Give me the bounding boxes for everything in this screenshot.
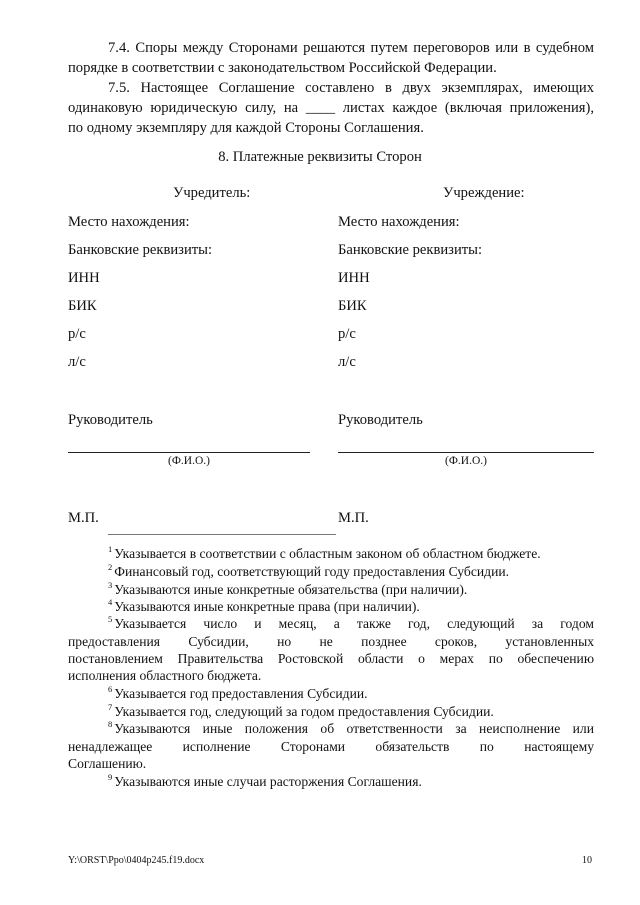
clause-7-5-line-3: по одному экземпляру для каждой Стороны Соглашения. bbox=[68, 120, 424, 136]
left-head-label: Руководитель bbox=[68, 412, 153, 428]
left-field-account: р/с bbox=[68, 326, 86, 342]
footnote-9 bbox=[108, 773, 422, 793]
footnote-5-number: 5 bbox=[108, 614, 113, 624]
right-fio-caption: (Ф.И.О.) bbox=[445, 455, 487, 467]
footnote-1-text: Указывается в соответствии с областным законом об областном бюджете. bbox=[114, 546, 541, 561]
page-number: 10 bbox=[582, 855, 592, 866]
clause-7-4-line-1: 7.4. Споры между Сторонами решаются путем переговоров или в судебном bbox=[108, 40, 594, 56]
left-field-inn: ИНН bbox=[68, 270, 100, 286]
right-head-label: Руководитель bbox=[338, 412, 423, 428]
footnote-4-text: Указываются иные конкретные права (при наличии). bbox=[114, 599, 420, 614]
footnote-3-number: 3 bbox=[108, 580, 113, 590]
left-stamp-label: М.П. bbox=[68, 510, 99, 526]
right-field-account: р/с bbox=[338, 326, 356, 342]
footnote-7-number: 7 bbox=[108, 702, 113, 712]
footnote-5-line-4: исполнения областного бюджета. bbox=[68, 668, 262, 683]
footnote-separator bbox=[108, 534, 336, 535]
right-field-inn: ИНН bbox=[338, 270, 370, 286]
footnote-5-text-1: Указывается число и месяц, а также год, следующий за годом bbox=[114, 616, 594, 631]
footnote-8-number: 8 bbox=[108, 719, 113, 729]
section-title: 8. Платежные реквизиты Сторон bbox=[218, 149, 422, 165]
footnote-8-text-1: Указываются иные положения об ответственности за неисполнение или bbox=[114, 721, 594, 736]
footnote-4-number: 4 bbox=[108, 597, 113, 607]
left-fio-caption: (Ф.И.О.) bbox=[168, 455, 210, 467]
right-field-personal-account: л/с bbox=[338, 354, 356, 370]
left-field-bank-details: Банковские реквизиты: bbox=[68, 242, 212, 258]
right-heading: Учреждение: bbox=[443, 185, 525, 201]
footnote-7-text: Указывается год, следующий за годом предоставления Субсидии. bbox=[114, 704, 494, 719]
footnote-1-number: 1 bbox=[108, 544, 113, 554]
footnote-9-text: Указываются иные случаи расторжения Соглашения. bbox=[114, 774, 422, 789]
footnote-2-number: 2 bbox=[108, 562, 113, 572]
footer-file-path: Y:\ORST\Ppo\0404p245.f19.docx bbox=[68, 855, 205, 866]
footnote-5-line-2: предоставления Субсидии, но не позднее сроков, установленных bbox=[68, 634, 594, 649]
footnote-8-line-2: ненадлежащее исполнение Сторонами обязательств по настоящему bbox=[68, 739, 594, 754]
right-field-bik: БИК bbox=[338, 298, 367, 314]
clause-7-5-line-1: 7.5. Настоящее Соглашение составлено в двух экземплярах, имеющих bbox=[108, 80, 594, 96]
footnote-9-number: 9 bbox=[108, 772, 113, 782]
footnote-6-text: Указывается год предоставления Субсидии. bbox=[114, 686, 368, 701]
left-field-personal-account: л/с bbox=[68, 354, 86, 370]
clause-7-4-line-2: порядке в соответствии с законодательством Российской Федерации. bbox=[68, 60, 497, 76]
footnote-2 bbox=[108, 563, 509, 583]
left-heading: Учредитель: bbox=[173, 185, 251, 201]
clause-7-5-line-2: одинаковую юридическую силу, на ____ листах каждое (включая приложения), bbox=[68, 100, 594, 116]
footnote-5-line-3: постановлением Правительства Ростовской области о мерах по обеспечению bbox=[68, 651, 594, 666]
left-field-location: Место нахождения: bbox=[68, 214, 190, 230]
footnote-6 bbox=[108, 685, 368, 705]
right-stamp-label: М.П. bbox=[338, 510, 369, 526]
right-field-bank-details: Банковские реквизиты: bbox=[338, 242, 482, 258]
footnote-8-line-3: Соглашению. bbox=[68, 756, 147, 771]
footnote-1 bbox=[108, 545, 541, 565]
footnote-2-text: Финансовый год, соответствующий году предоставления Субсидии. bbox=[114, 564, 510, 579]
left-field-bik: БИК bbox=[68, 298, 97, 314]
footnote-6-number: 6 bbox=[108, 684, 113, 694]
right-field-location: Место нахождения: bbox=[338, 214, 460, 230]
footnote-8-line-1 bbox=[108, 720, 594, 740]
footnote-5-line-1 bbox=[108, 615, 594, 635]
footnote-3-text: Указываются иные конкретные обязательства (при наличии). bbox=[114, 582, 468, 597]
